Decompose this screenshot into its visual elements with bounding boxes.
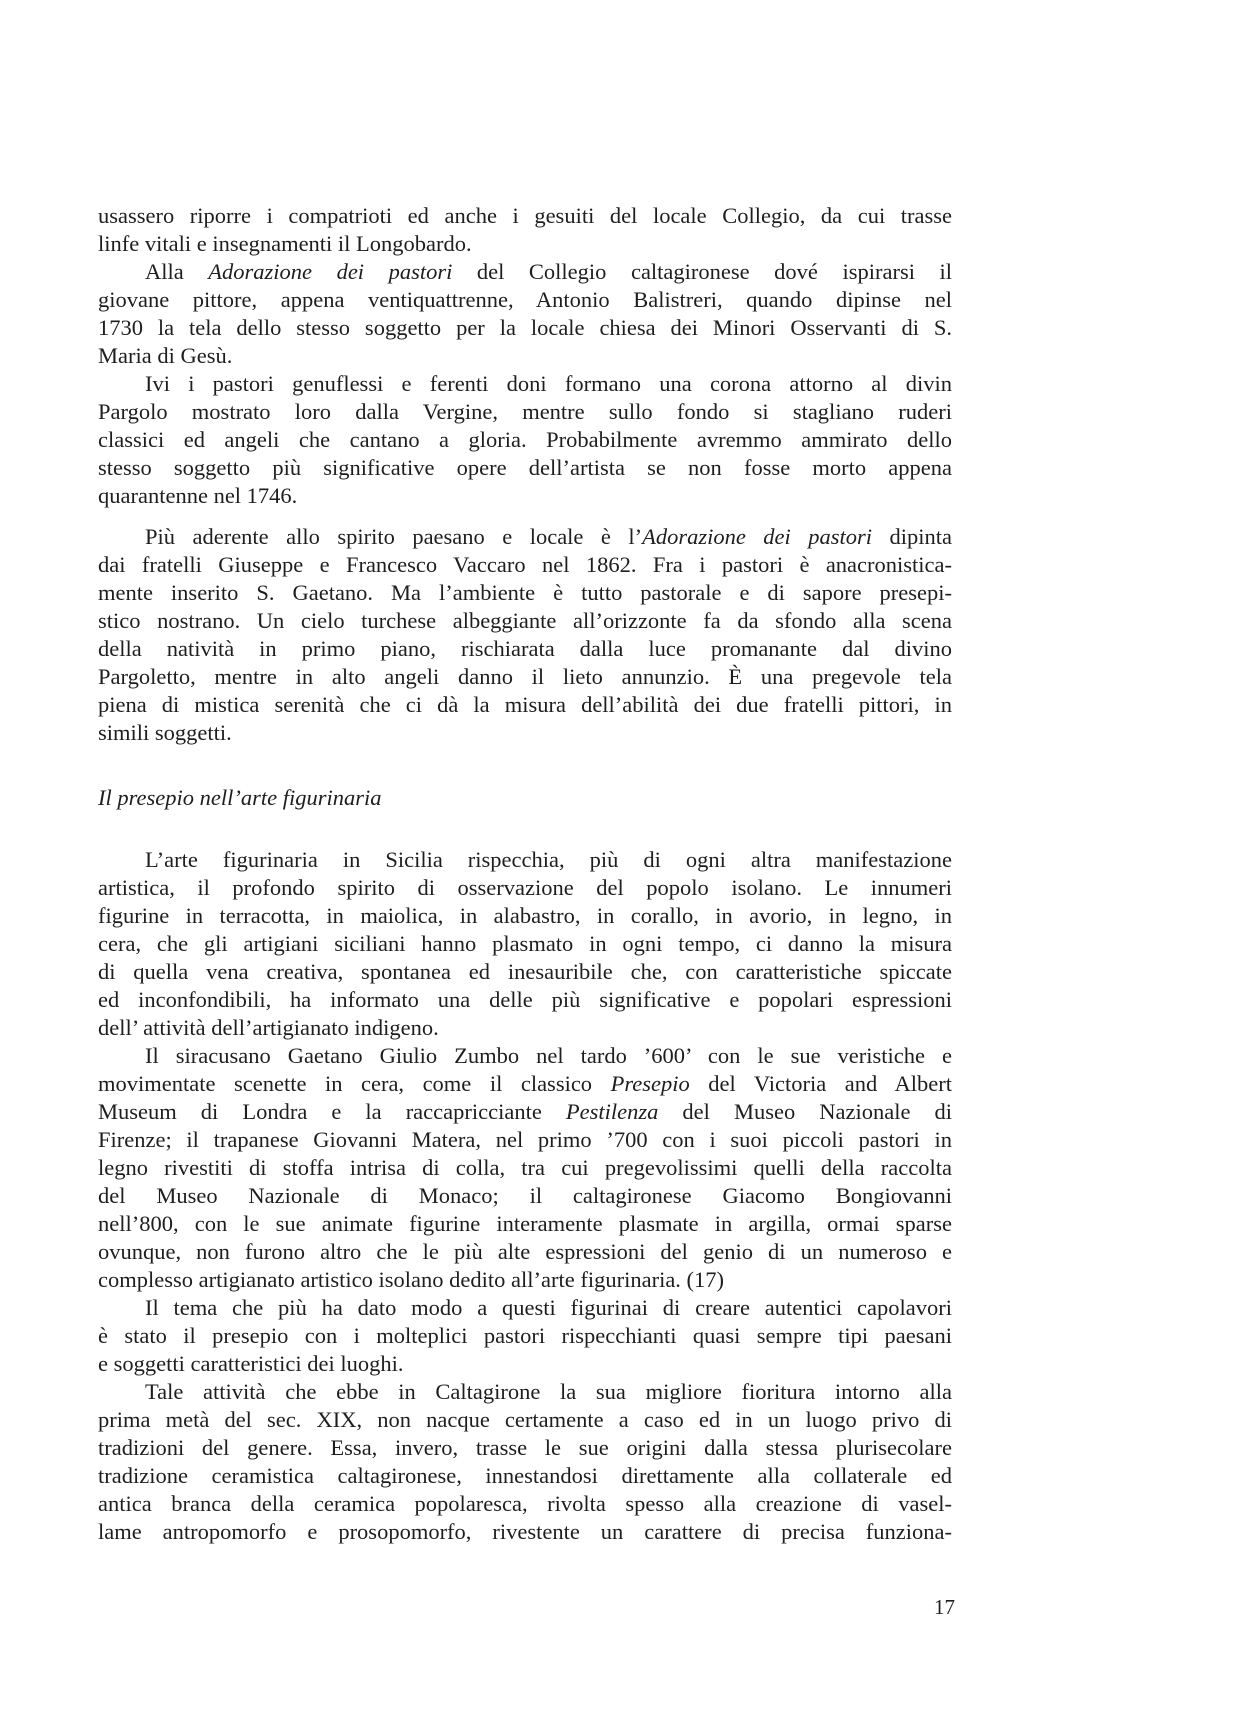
text-line: usassero riporre i compatrioti ed anche i gesuiti del locale Collegio, da cui trasse [98, 203, 952, 228]
text-line: ovunque, non furono altro che le più alte espressioni del genio di un numeroso e [98, 1239, 952, 1264]
text-line: antica branca della ceramica popolaresca, rivolta spesso alla creazione di vasel- [98, 1491, 952, 1516]
text-line: lame antropomorfo e prosopomorfo, rivestente un carattere di precisa funziona- [98, 1519, 952, 1544]
text-run: del Museo Nazionale di [658, 1099, 952, 1124]
artwork-title: Presepio [610, 1071, 690, 1096]
text-line: di quella vena creativa, spontanea ed inesauribile che, con caratteristiche spiccate [98, 959, 952, 984]
text-line: mente inserito S. Gaetano. Ma l’ambiente è tutto pastorale e di sapore presepi- [98, 580, 952, 605]
text-line: simili soggetti. [98, 720, 232, 745]
text-line: figurine in terracotta, in maiolica, in alabastro, in corallo, in avorio, in legno, in [98, 903, 952, 928]
text-line: 1730 la tela dello stesso soggetto per la locale chiesa dei Minori Osservanti di S. [98, 315, 952, 340]
artwork-title: Adorazione dei pastori [208, 259, 453, 284]
text-line: Tale attività che ebbe in Caltagirone la sua migliore fioritura intorno alla [145, 1379, 952, 1404]
text-line: Pargoletto, mentre in alto angeli danno il lieto annunzio. È una pregevole tela [98, 664, 952, 689]
text-line: Il siracusano Gaetano Giulio Zumbo nel tardo ’600’ con le sue veristiche e [145, 1043, 952, 1068]
text-line: nell’800, con le sue animate figurine interamente plasmate in argilla, ormai sparse [98, 1211, 952, 1236]
text-line: Ivi i pastori genuflessi e ferenti doni formano una corona attorno al divin [145, 371, 952, 396]
text-line: ed inconfondibili, ha informato una delle più significative e popolari espressioni [98, 987, 952, 1012]
text-line: dell’ attività dell’artigianato indigeno. [98, 1015, 439, 1040]
text-line: Maria di Gesù. [98, 343, 233, 368]
text-line: dai fratelli Giuseppe e Francesco Vaccaro nel 1862. Fra i pastori è anacronistica- [98, 552, 952, 577]
text-run: Più aderente allo spirito paesano e locale è l’ [145, 524, 643, 549]
text-line [145, 522, 952, 552]
text-line: Firenze; il trapanese Giovanni Matera, nel primo ’700 con i suoi piccoli pastori in [98, 1127, 952, 1152]
text-line [98, 1069, 952, 1099]
text-line: della natività in primo piano, rischiarata dalla luce promanante dal divino [98, 636, 952, 661]
text-line [98, 1097, 952, 1127]
text-line: artistica, il profondo spirito di osservazione del popolo isolano. Le innumeri [98, 875, 952, 900]
text-line: stico nostrano. Un cielo turchese albeggiante all’orizzonte fa da sfondo alla scena [98, 608, 952, 633]
text-line: quarantenne nel 1746. [98, 483, 298, 508]
section-heading: Il presepio nell’arte figurinaria [98, 785, 382, 810]
text-line [145, 257, 952, 287]
text-run: dipinta [872, 524, 952, 549]
text-line: stesso soggetto più significative opere dell’artista se non fosse morto appena [98, 455, 952, 480]
text-line: legno rivestiti di stoffa intrisa di colla, tra cui pregevolissimi quelli della raccolta [98, 1155, 952, 1180]
text-line: linfe vitali e insegnamenti il Longobardo. [98, 231, 472, 256]
page-number: 17 [934, 1595, 955, 1619]
text-line: e soggetti caratteristici dei luoghi. [98, 1351, 404, 1376]
text-line: classici ed angeli che cantano a gloria. Probabilmente avremmo ammirato dello [98, 427, 952, 452]
text-run: del Victoria and Albert [689, 1071, 952, 1096]
text-line: tradizione ceramistica caltagironese, innestandosi direttamente alla collaterale ed [98, 1463, 952, 1488]
artwork-title: Pestilenza [565, 1099, 659, 1124]
text-line: piena di mistica serenità che ci dà la misura dell’abilità dei due fratelli pittori, in [98, 692, 952, 717]
text-line: giovane pittore, appena ventiquattrenne, Antonio Balistreri, quando dipinse nel [98, 287, 952, 312]
text-line: cera, che gli artigiani siciliani hanno plasmato in ogni tempo, ci danno la misura [98, 931, 952, 956]
text-line: Pargolo mostrato loro dalla Vergine, mentre sullo fondo si stagliano ruderi [98, 399, 952, 424]
text-run: Museum di Londra e la raccapricciante [98, 1099, 566, 1124]
text-line: Il tema che più ha dato modo a questi figurinai di creare autentici capolavori [145, 1295, 952, 1320]
text-line: prima metà del sec. XIX, non nacque certamente a caso ed in un luogo privo di [98, 1407, 952, 1432]
text-line: L’arte figurinaria in Sicilia rispecchia, più di ogni altra manifestazione [145, 847, 952, 872]
text-run: Alla [145, 259, 209, 284]
text-line: del Museo Nazionale di Monaco; il caltagironese Giacomo Bongiovanni [98, 1183, 952, 1208]
text-run: movimentate scenette in cera, come il classico [98, 1071, 611, 1096]
text-run: del Collegio caltagironese dové ispirarsi il [452, 259, 952, 284]
text-line: è stato il presepio con i molteplici pastori rispecchianti quasi sempre tipi paesani [98, 1323, 952, 1348]
text-line: complesso artigianato artistico isolano dedito all’arte figurinaria. (17) [98, 1267, 725, 1292]
text-line: tradizioni del genere. Essa, invero, trasse le sue origini dalla stessa plurisecolare [98, 1435, 952, 1460]
artwork-title: Adorazione dei pastori [642, 524, 873, 549]
